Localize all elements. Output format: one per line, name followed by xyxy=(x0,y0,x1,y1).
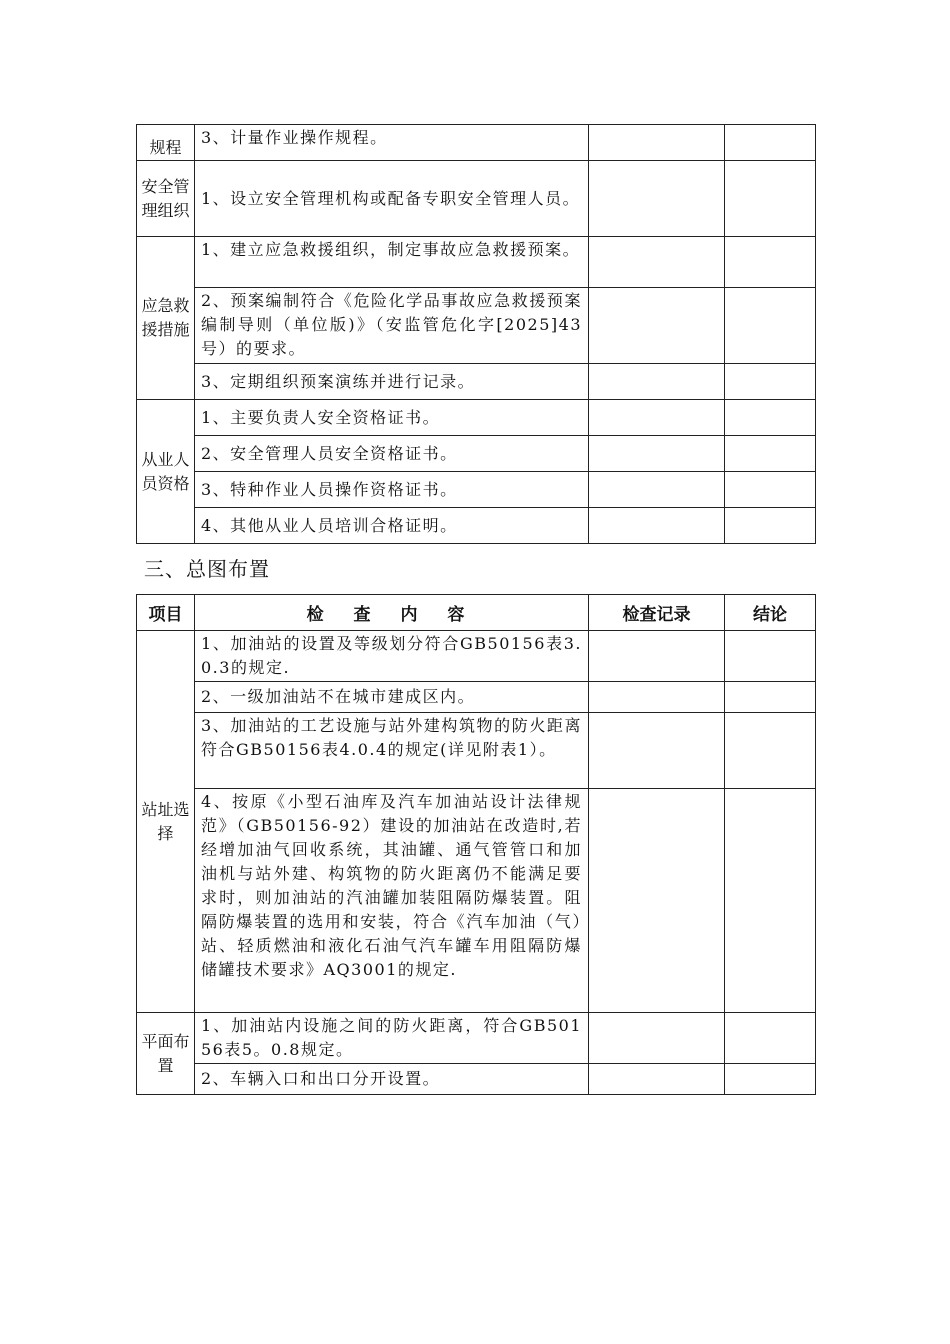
record-cell[interactable] xyxy=(589,1013,725,1064)
record-cell[interactable] xyxy=(589,125,725,161)
content-cell: 4、其他从业人员培训合格证明。 xyxy=(195,508,589,544)
table-row xyxy=(137,789,816,1013)
content-cell: 3、计量作业操作规程。 xyxy=(195,125,589,161)
conclusion-cell[interactable] xyxy=(725,436,816,472)
item-cell-safety-organization: 安全管理组织 xyxy=(137,161,195,237)
record-cell[interactable] xyxy=(589,400,725,436)
table-row xyxy=(137,1064,816,1095)
conclusion-cell[interactable] xyxy=(725,400,816,436)
conclusion-cell[interactable] xyxy=(725,682,816,713)
conclusion-cell[interactable] xyxy=(725,237,816,288)
content-cell: 1、加油站内设施之间的防火距离，符合GB50156表5。0.8规定。 xyxy=(195,1013,589,1064)
table-row xyxy=(137,400,816,436)
table-row xyxy=(137,508,816,544)
content-cell: 3、定期组织预案演练并进行记录。 xyxy=(195,364,589,400)
table-row xyxy=(137,1013,816,1064)
content-cell: 1、加油站的设置及等级划分符合GB50156表3.0.3的规定. xyxy=(195,631,589,682)
table-row xyxy=(137,288,816,364)
conclusion-cell[interactable] xyxy=(725,789,816,1013)
record-cell[interactable] xyxy=(589,789,725,1013)
record-cell[interactable] xyxy=(589,161,725,237)
record-cell[interactable] xyxy=(589,631,725,682)
table-row xyxy=(137,364,816,400)
table-row xyxy=(137,161,816,237)
item-cell-regulations: 规程 xyxy=(137,125,195,161)
content-cell: 2、预案编制符合《危险化学品事故应急救援预案编制导则（单位版)》（安监管危化字[2025]43号）的要求。 xyxy=(195,288,589,364)
content-cell: 3、特种作业人员操作资格证书。 xyxy=(195,472,589,508)
table-row xyxy=(137,237,816,288)
table-row xyxy=(137,682,816,713)
conclusion-cell[interactable] xyxy=(725,161,816,237)
record-cell[interactable] xyxy=(589,288,725,364)
content-cell: 2、一级加油站不在城市建成区内。 xyxy=(195,682,589,713)
content-cell: 1、主要负责人安全资格证书。 xyxy=(195,400,589,436)
conclusion-cell[interactable] xyxy=(725,508,816,544)
item-cell-personnel-qualification: 从业人员资格 xyxy=(137,400,195,544)
conclusion-cell[interactable] xyxy=(725,713,816,789)
content-cell: 2、车辆入口和出口分开设置。 xyxy=(195,1064,589,1095)
table-row xyxy=(137,472,816,508)
table-row xyxy=(137,125,816,161)
record-cell[interactable] xyxy=(589,682,725,713)
content-cell: 1、建立应急救援组织，制定事故应急救援预案。 xyxy=(195,237,589,288)
site-layout-table xyxy=(136,594,816,1095)
conclusion-cell[interactable] xyxy=(725,288,816,364)
record-cell[interactable] xyxy=(589,1064,725,1095)
record-cell[interactable] xyxy=(589,472,725,508)
table-header-row xyxy=(137,595,816,631)
content-cell: 4、按原《小型石油库及汽车加油站设计法律规范》（GB50156-92）建设的加油站在改造时,若经增加油气回收系统，其油罐、通气管管口和加油机与站外建、构筑物的防火距离仍不能满足要求时，则加油站的汽油罐加装阻隔防爆装置。阻隔防爆装置的选用和安装，符合《汽车加油（气）站、轻质燃油和液化石油气汽车罐车用阻隔防爆储罐技术要求》AQ3001的规定. xyxy=(195,789,589,1013)
record-cell[interactable] xyxy=(589,364,725,400)
conclusion-cell[interactable] xyxy=(725,1013,816,1064)
item-cell-site-selection: 站址选择 xyxy=(137,631,195,1013)
record-cell[interactable] xyxy=(589,713,725,789)
table-row xyxy=(137,631,816,682)
conclusion-cell[interactable] xyxy=(725,1064,816,1095)
table-row xyxy=(137,713,816,789)
conclusion-cell[interactable] xyxy=(725,631,816,682)
conclusion-cell[interactable] xyxy=(725,364,816,400)
header-content: 检 查 内 容 xyxy=(195,595,589,631)
content-cell: 2、安全管理人员安全资格证书。 xyxy=(195,436,589,472)
content-cell: 1、设立安全管理机构或配备专职安全管理人员。 xyxy=(195,161,589,237)
content-cell: 3、加油站的工艺设施与站外建构筑物的防火距离符合GB50156表4.0.4的规定(详见附表1）。 xyxy=(195,713,589,789)
table-row xyxy=(137,436,816,472)
section-heading: 三、总图布置 xyxy=(144,557,270,581)
header-record: 检查记录 xyxy=(589,595,725,631)
item-cell-emergency-measures: 应急救援措施 xyxy=(137,237,195,400)
conclusion-cell[interactable] xyxy=(725,472,816,508)
safety-management-table xyxy=(136,124,816,544)
conclusion-cell[interactable] xyxy=(725,125,816,161)
record-cell[interactable] xyxy=(589,508,725,544)
record-cell[interactable] xyxy=(589,237,725,288)
record-cell[interactable] xyxy=(589,436,725,472)
header-item: 项目 xyxy=(137,595,195,631)
item-cell-floor-layout: 平面布置 xyxy=(137,1013,195,1095)
header-conclusion: 结论 xyxy=(725,595,816,631)
